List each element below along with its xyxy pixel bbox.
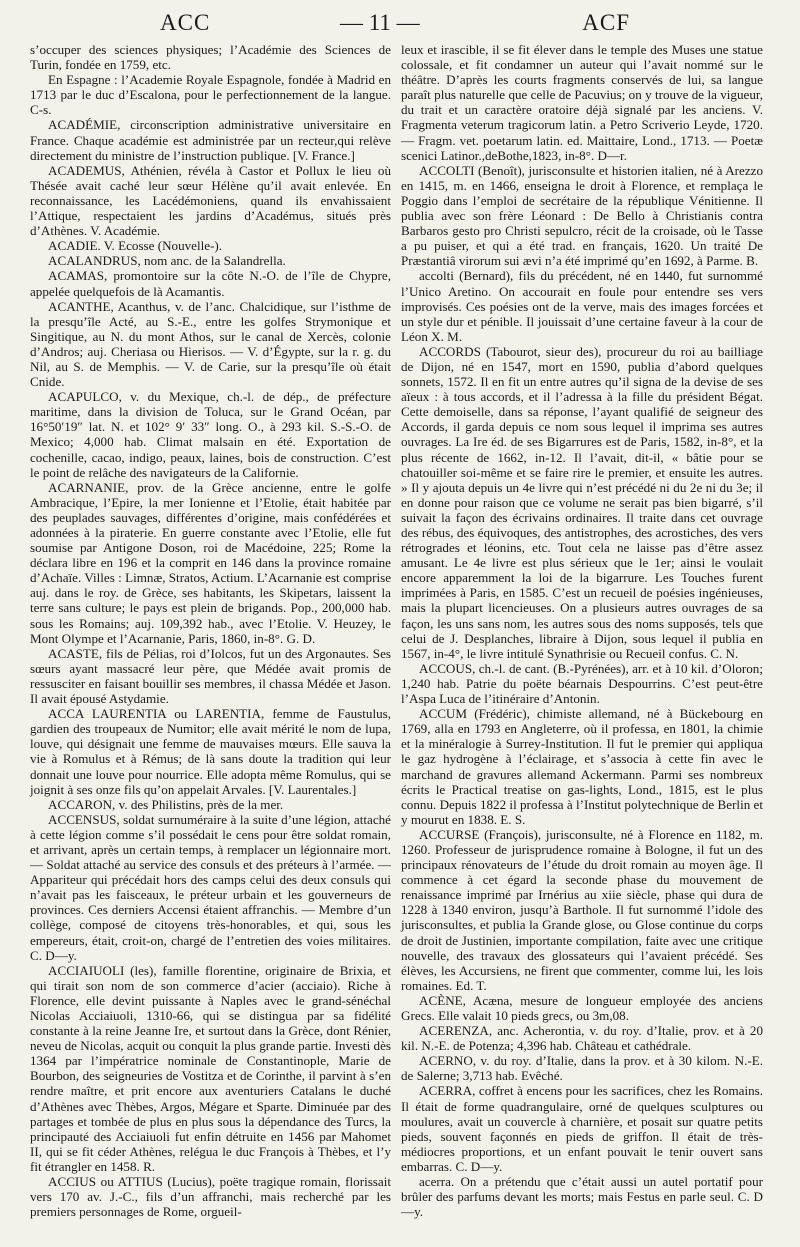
dictionary-entry: ACADÉMIE, circonscription administrative universitaire en France. Chaque académie est administrée par un recteur,qui relève directement du ministre de l’instruction publique. [V. France.] [30, 117, 391, 163]
dictionary-entry: ACADIE. V. Ecosse (Nouvelle-). [48, 238, 223, 254]
right-column [401, 42, 763, 1219]
page-number: — 11 — [340, 10, 420, 35]
dictionary-entry: ACARNANIE, prov. de la Grèce ancienne, entre le golfe Ambracique, l’Epire, la mer Ionienne et l’Etolie, était habitée par des peuplades sauvages, différentes d’origine, mais confédérées et adonnées à la piraterie. En guerre constante avec l’Etolie, elle fut soumise par Antigone Doson, roi de Macédoine, 225; Rome la déclara libre en 196 et la comprit en 146 dans la province romaine d’Achaïe. Villes : Limnæ, Stratos, Actium. L’Acarnanie est comprise auj. dans le roy. de Grèce, ses habitants, les Skipetars, laissent la terre sans culture; le pays est plein de brigands. Pop., 200,000 hab. sous les Romains; auj. 109,392 hab., avec l’Etolie. V. Heuzey, le Mont Olympe et l’Acarnanie, Paris, 1860, in-8°. G. D. [30, 479, 391, 646]
dictionary-entry: ACANTHE, Acanthus, v. de l’anc. Chalcidique, sur l’isthme de la presqu’île Acté, au S.-E., entre les golfes Strymonique et Singitique, au N. du mont Athos, sur le canal de Xercès, colonie d’Andros; auj. Cheriasa ou Hierisos. — V. d’Égypte, sur la r. g. du Nil, au S. de Memphis. — V. de Carie, sur la presqu’île où était Cnide. [30, 298, 391, 390]
dictionary-entry: ACCIAIUOLI (les), famille florentine, originaire de Brixia, et qui tirait son nom de son commerce d’acier (acciaio). Riche à Florence, elle devint puissante à Naples avec le grand-sénéchal Nicolas Acciaiuoli, 1310-66, qui se distingua par sa fidélité constante à la reine Jeanne Ire, et surtout dans la Grèce, dont Rénier, neveu de Nicolas, acquit ou conquit la plus grande partie. Investi dès 1364 par l’impératrice nominale de Constantinople, Marie de Bourbon, des seigneuries de Vostitza et de Corinthe, il parvint à s’en rendre maître, et prit encore aux aventuriers Catalans le duché d’Athènes avec Thèbes, Argos, Mégare et Sparte. Diminuée par des partages et tombée de plus en plus sous la dépendance des Turcs, la principauté des Acciaiuoli fut enfin détruite en 1456 par Mahomet II, qui se fit céder Athènes, relégua le duc François à Thèbes, et l’y fit étrangler en 1458. R. [30, 962, 391, 1174]
dictionary-entry: ACCOUS, ch.-l. de cant. (B.-Pyrénées), arr. et à 10 kil. d’Oloron; 1,240 hab. Patrie du poëte béarnais Despourrins. C’est peut-être l’Aspa Luca de l’itinéraire d’Antonin. [401, 660, 763, 707]
header-right-running-head: ACF [582, 10, 630, 35]
header-left-running-head: ACC [160, 10, 211, 35]
dictionary-entry: En Espagne : l’Academie Royale Espagnole, fondée à Madrid en 1713 par le duc d’Escalona, pour le perfectionnement de la langue. C-s. [30, 72, 391, 118]
dictionary-entry: ACAMAS, promontoire sur la côte N.-O. de l’île de Chypre, appelée quelquefois de là Acamantis. [30, 268, 391, 299]
dictionary-entry: leux et irascible, il se fit élever dans le temple des Muses une statue colossale, et fit condamner un auteur qui l’avait nommé sur le théâtre. D’après les courts fragments conservés de lui, sa langue paraît plus naturelle que celle de Pacuvius; on y trouve de la vigueur, du trait et un caractère oratoire déjà signalé par les anciens. V. Fragmenta veterum tragicorum latin. a Petro Scriverio Leyde, 1720. — Fragm. vet. poetarum latin. ed. Maittaire, Lond., 1713. — Poetæ scenici Latinor.,deBothe,1823, in-8°. D—r. [401, 42, 763, 163]
dictionary-entry: ACCIUS ou ATTIUS (Lucius), poëte tragique romain, florissait vers 170 av. J.-C., fils d’un affranchi, mais recherché par les premiers personnages de Rome, orgueil- [30, 1174, 391, 1220]
left-column [30, 42, 391, 1219]
dictionary-entry: ACAPULCO, v. du Mexique, ch.-l. de dép., de préfecture maritime, dans la division de Toluca, sur le Grand Océan, par 16°50′19″ lat. N. et 102° 9′ 33″ long. O., à 293 kil. S.-S.-O. de Mexico; 4,000 hab. Climat malsain en été. Exportation de cochenille, cacao, indigo, peaux, laines, bois de construction. C’est le point de relâche des navigateurs de la Californie. [30, 389, 391, 480]
dictionary-entry: ACCARON, v. des Philistins, près de la mer. [48, 796, 284, 812]
dictionary-entry: ACERENZA, anc. Acherontia, v. du roy. d’Italie, prov. et à 20 kil. N.-E. de Potenza; 4,396 hab. Château et cathédrale. [401, 1023, 763, 1054]
dictionary-entry: ACCORDS (Tabourot, sieur des), procureur du roi au bailliage de Dijon, né en 1547, mort en 1590, publia d’abord quelques sonnets, 1572. Il en fit un entre autres qu’il signa de la devise de ses aïeux : à tous accords, et il l’adressa à la fille du président Bégat. Cette demoiselle, dans sa réponse, l’ayant qualifié de seigneur des Accords, il garda depuis ce nom sous lequel il imprima ses autres ouvrages. La Ire éd. de ses Bigarrures est de Paris, 1582, in-8°, et la plus récente de 1662, in-12. Il l’avait, dit-il, « bâtie pour se chatouiller soi-même et se faire rire le premier, et ensuite les autres. » Il y ajouta depuis un 4e livre qui n’est précédé ni du 2e ni du 3e; il en donne pour raison que ce volume ne serait pas bien bigarré, s’il suivait la façon des écrivains ordinaires. Il traite dans cet ouvrage des rébus, des équivoques, des antistrophes, des acrostiches, des vers rétrogrades et léonins, etc. Tout cela ne laisse pas d’être assez amusant. Le 4e livre est plus sérieux que le 1er; ainsi le voulait encore apparemment la loi de la bigarrure. Les Touches furent imprimées à Paris, en 1585. C’est un recueil de poésies ingénieuses, mais la plupart licencieuses. On a plusieurs autres ouvrages de sa façon, les uns sans nom, les autres sous des noms supposés, tels que celui de J. Desplanches, libraire à Dijon, sous lequel il publia en 1567, in-4°, le livre intitulé Synathrisie ou Recueil confus. C. N. [401, 343, 763, 661]
dictionary-entry: ACERRA, coffret à encens pour les sacrifices, chez les Romains. Il était de forme quadrangulaire, orné de quelques sculptures ou moulures, avait un couvercle à charnière, et posait sur quatre petits pieds, souvent façonnés en pieds de griffon. Il était de très-médiocres proportions, et un enfant pouvait le tenir ouvert sans embarras. C. D—y. [401, 1083, 763, 1174]
dictionary-entry: ACERNO, v. du roy. d’Italie, dans la prov. et à 30 kilom. N.-E. de Salerne; 3,713 hab. Evêché. [401, 1053, 763, 1084]
dictionary-entry: ACCENSUS, soldat surnuméraire à la suite d’une légion, attaché à cette légion comme s’il possédait le cens pour être soldat romain, et arrivant, après un certain temps, à remplacer un légionnaire mort. — Soldat attaché au service des consuls et des préteurs à l’armée. — Appariteur qui précédait hors des camps celui des deux consuls qui n’avait pas les faisceaux, le préteur urbain et les gouverneurs de provinces. Ces derniers Accensi étaient affranchis. — Membre d’un collège, composé de citoyens très-honorables, et qui, sous les empereurs, était, croit-on, chargé de l’entretien des voies militaires. C. D—y. [30, 811, 391, 963]
dictionary-entry: ACCA LAURENTIA ou LARENTIA, femme de Faustulus, gardien des troupeaux de Numitor; elle avait mérité le nom de lupa, louve, qui désignait une femme de mauvaises mœurs. Elle sauva la vie à Romulus et à Rémus; de là sans doute la tradition qui leur donnait une louve pour nourrice. Elle adopta même Romulus, qui se joignit à ses onze fils qu’on appelait Arvales. [V. Laurentales.] [30, 706, 391, 797]
dictionary-entry: ACÈNE, Acæna, mesure de longueur employée des anciens Grecs. Elle valait 10 pieds grecs, ou 3m,08. [401, 992, 763, 1023]
dictionary-entry: ACCURSE (François), jurisconsulte, né à Florence en 1182, m. 1260. Professeur de jurisprudence romaine à Bologne, il fut un des principaux rénovateurs de l’étude du droit romain au moyen âge. Il commence à cet égard la seconde phase du mouvement de renaissance imprimé par Irnérius au xiie siècle, phase qui dura de 1228 à 1340 environ, jusqu’à Barthole. Il fut surnommé l’idole des jurisconsultes, et publia la Grande glose, ou Glose continue du corps de droit de Justinien, importante compilation, faite avec une critique nouvelle, des travaux des glossateurs qui l’avaient précédé. Ses élèves, les Accursiens, ne firent que commenter, comme lui, les lois romaines. Ed. T. [401, 826, 763, 993]
page-header [30, 10, 770, 40]
dictionary-entry: accolti (Bernard), fils du précédent, né en 1440, fut surnommé l’Unico Aretino. On accourait en foule pour entendre ses vers improvisés. Ces poésies ont de la verve, mais des images forcées et un style dur et pénible. Il jouissait d’une certaine faveur à la cour de Léon X. M. [401, 268, 763, 344]
dictionary-entry: ACALANDRUS, nom anc. de la Salandrella. [48, 253, 286, 269]
dictionary-entry: ACADEMUS, Athénien, révéla à Castor et Pollux le lieu où Thésée avait caché leur sœur Hélène qu’il avait enlevée. En reconnaissance, les Lacédémoniens, quand ils envahissaient l’Attique, respectaient les jardins d’Académus, situés près d’Athènes. V. Académie. [30, 162, 391, 239]
dictionary-entry: ACCOLTI (Benoît), jurisconsulte et historien italien, né à Arezzo en 1415, m. en 1466, enseigna le droit à Florence, et remplaça le Poggio dans l’emploi de secrétaire de la république Vénitienne. Il publia avec son frère Léonard : De Bello à Christianis contra Barbaros gesto pro Christi sepulcro, récit de la croisade, où le Tasse a pu puiser, et qui a été trad. en français, 1620. Un traité De Præstantiâ virorum sui ævi n’a été imprimé qu’en 1692, à Parme. B. [401, 162, 763, 269]
dictionary-entry: acerra. On a prétendu que c’était aussi un autel portatif pour brûler des parfums devant les morts; mais Festus en parle seul. C. D—y. [401, 1174, 763, 1220]
dictionary-entry: ACCUM (Frédéric), chimiste allemand, né à Bückebourg en 1769, alla en 1793 en Angleterre, où il professa, en 1801, la chimie et la minéralogie à Surrey-Institution. Il fut le premier qui appliqua le gaz hydrogène à l’éclairage, et s’associa à cette fin avec le marchand de gravures allemand Ackermann. Parmi ses nombreux écrits le Practical treatise on gas-lights, Lond., 1815, est le plus connu. Depuis 1822 il professa à l’Institut polytechnique de Berlin et y mourut en 1838. E. S. [401, 706, 763, 827]
dictionary-entry: s’occuper des sciences physiques; l’Académie des Sciences de Turin, fondée en 1759, etc. [30, 42, 391, 73]
dictionary-entry: ACASTE, fils de Pélias, roi d’Iolcos, fut un des Argonautes. Ses sœurs ayant massacré leur père, que Médée avait promis de ressusciter en faisant bouillir ses membres, il chassa Médée et Jason. Il avait épousé Astydamie. [30, 645, 391, 707]
